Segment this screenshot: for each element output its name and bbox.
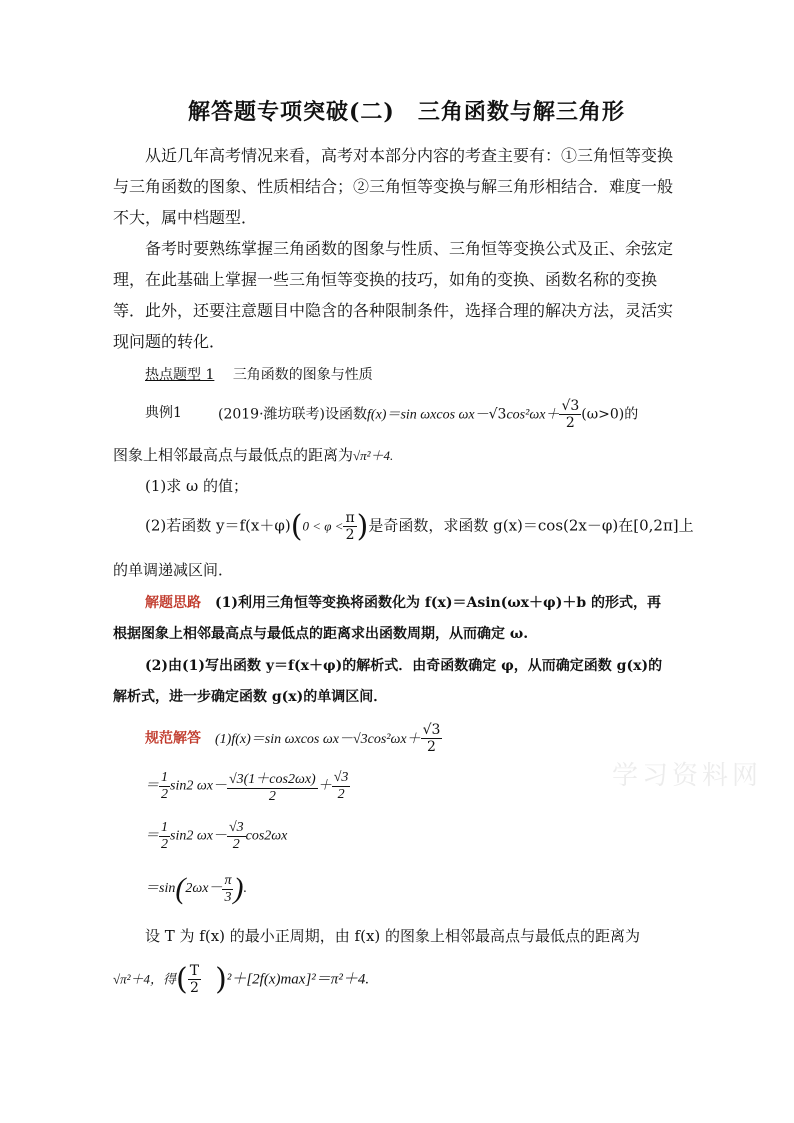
solution-step-1: (1)f(x)＝sin ωxcos ωx－√3cos²ωx＋ bbox=[215, 731, 421, 747]
hot-topic-heading bbox=[145, 364, 373, 384]
solution-term: ²＋[2f(x)max]²＝π²＋4. bbox=[226, 971, 370, 988]
period: . bbox=[243, 881, 247, 897]
thinking-line: 根据图象上相邻最高点与最低点的距离求出函数周期，从而确定 ω. bbox=[113, 626, 529, 642]
fraction-numerator: √3(1＋cos2ωx) bbox=[227, 768, 318, 789]
fraction-denominator: 3 bbox=[224, 889, 232, 905]
fraction-denominator: 2 bbox=[161, 787, 168, 802]
example-condition: (ω>0)的 bbox=[581, 406, 639, 423]
question-1: (1)求 ω 的值； bbox=[145, 477, 249, 495]
hot-topic-label: 热点题型 1 bbox=[145, 367, 215, 383]
thinking-text: (1)利用三角恒等变换将函数化为 f(x)＝Asin(ωx＋φ)＋b 的形式，再 bbox=[215, 595, 661, 611]
pi-over-3 bbox=[222, 873, 233, 906]
fraction-numerator: √3 bbox=[333, 770, 349, 785]
solution-label: 规范解答 bbox=[145, 730, 201, 747]
phi-condition: 0 < φ < bbox=[302, 518, 344, 534]
example-sqrt3: √3 bbox=[488, 406, 507, 423]
sqrt3-over-2 bbox=[421, 722, 443, 755]
fraction-numerator: π bbox=[345, 510, 355, 526]
left-paren: ( bbox=[175, 872, 186, 905]
example-line2 bbox=[113, 447, 393, 464]
thinking-line: (2)由(1)写出函数 y＝f(x＋φ)的解析式．由奇函数确定 φ，从而确定函数 g(x)的 bbox=[145, 658, 663, 674]
example-distance: √π²＋4. bbox=[353, 448, 394, 463]
right-paren: ) bbox=[215, 962, 227, 997]
fraction-denominator: 2 bbox=[161, 837, 168, 852]
question-2-end: 的单调递减区间． bbox=[113, 561, 234, 579]
fraction-numerator: π bbox=[224, 872, 232, 888]
example-statement bbox=[218, 398, 638, 431]
solution-term: ＝sin bbox=[145, 881, 176, 897]
intro-line: 不大，属中档题型． bbox=[113, 208, 258, 227]
solution-term: sin2 ωx－ bbox=[170, 778, 227, 794]
fraction-numerator: 1 bbox=[161, 770, 168, 785]
intro-line: 现问题的转化． bbox=[113, 332, 226, 351]
question-2-func: (2)若函数 y＝f(x＋φ) bbox=[145, 516, 291, 535]
right-paren: ) bbox=[356, 509, 369, 544]
hot-topic-name: 三角函数的图象与性质 bbox=[232, 367, 373, 383]
fraction-denominator: 2 bbox=[345, 527, 355, 543]
fraction-term bbox=[227, 768, 318, 805]
fraction-numerator: 1 bbox=[161, 820, 168, 835]
example-fraction bbox=[559, 398, 581, 431]
watermark: 学习资料网 bbox=[612, 761, 763, 791]
page-title: 解答题专项突破(二) 三角函数与解三角形 bbox=[188, 99, 625, 125]
sqrt3-over-2 bbox=[227, 820, 246, 853]
left-paren: ( bbox=[176, 962, 188, 997]
fraction-numerator: √3 bbox=[228, 820, 244, 835]
thinking-label: 解题思路 bbox=[145, 595, 201, 611]
equals: ＝ bbox=[145, 778, 159, 794]
intro-line: 与三角函数的图象、性质相结合；②三角恒等变换与解三角形相结合．难度一般 bbox=[113, 177, 674, 196]
solution-term: √π²＋4，得 bbox=[113, 971, 177, 987]
plus: ＋ bbox=[317, 778, 332, 794]
solution-line-1 bbox=[145, 722, 442, 755]
intro-line: 从近几年高考情况来看，高考对本部分内容的考查主要有：①三角恒等变换 bbox=[145, 146, 674, 165]
sqrt3-over-2 bbox=[332, 770, 351, 803]
example-cos2: cos²ωx＋ bbox=[506, 407, 560, 423]
intro-line: 理，在此基础上掌握一些三角恒等变换的技巧，如角的变换、函数名称的变换 bbox=[113, 270, 658, 289]
right-paren: ) bbox=[233, 872, 244, 905]
solution-line-2 bbox=[145, 768, 350, 805]
example-label: 典例1 bbox=[145, 405, 182, 421]
fraction-denominator: 2 bbox=[337, 787, 345, 802]
intro-line: 备考时要熟练掌握三角函数的图象与性质、三角恒等变换公式及正、余弦定 bbox=[145, 239, 674, 258]
solution-paragraph: 设 T 为 f(x) 的最小正周期，由 f(x) 的图象上相邻最高点与最低点的距离为 bbox=[145, 927, 641, 945]
question-2-text: 是奇函数，求函数 g(x)＝cos(2x－φ)在[0,2π]上 bbox=[368, 516, 694, 535]
one-half bbox=[159, 770, 170, 803]
fraction-denominator: 2 bbox=[427, 739, 436, 755]
solution-term: sin2 ωx－ bbox=[170, 828, 227, 844]
fraction-denominator: 2 bbox=[565, 415, 575, 431]
pi-over-2 bbox=[343, 510, 356, 543]
left-paren: ( bbox=[290, 509, 303, 544]
fraction-denominator: 2 bbox=[268, 789, 276, 804]
fraction-numerator: √3 bbox=[561, 398, 580, 414]
question-2 bbox=[145, 509, 694, 544]
fraction-numerator: T bbox=[189, 963, 200, 979]
fraction-denominator: 2 bbox=[232, 837, 240, 852]
solution-line-4 bbox=[145, 872, 247, 906]
example-fx: f(x)＝sin ωxcos ωx－ bbox=[367, 407, 489, 423]
example-source: (2019·潍坊联考)设函数 bbox=[218, 406, 368, 423]
fraction-numerator: √3 bbox=[422, 722, 441, 738]
thinking-line bbox=[145, 592, 661, 612]
solution-paragraph-end bbox=[113, 962, 369, 997]
intro-line: 等．此外，还要注意题目中隐含的各种限制条件，选择合理的解决方法，灵活实 bbox=[113, 301, 674, 320]
fraction-denominator: 2 bbox=[189, 980, 199, 996]
one-half bbox=[159, 820, 170, 853]
equals: ＝ bbox=[145, 828, 159, 844]
example-line2-text: 图象上相邻最高点与最低点的距离为 bbox=[113, 446, 354, 464]
t-over-2 bbox=[188, 963, 201, 996]
solution-line-3 bbox=[145, 820, 287, 853]
solution-term: 2ωx－ bbox=[185, 881, 223, 897]
thinking-line: 解析式，进一步确定函数 g(x)的单调区间． bbox=[113, 689, 388, 705]
solution-term: cos2ωx bbox=[245, 828, 288, 844]
